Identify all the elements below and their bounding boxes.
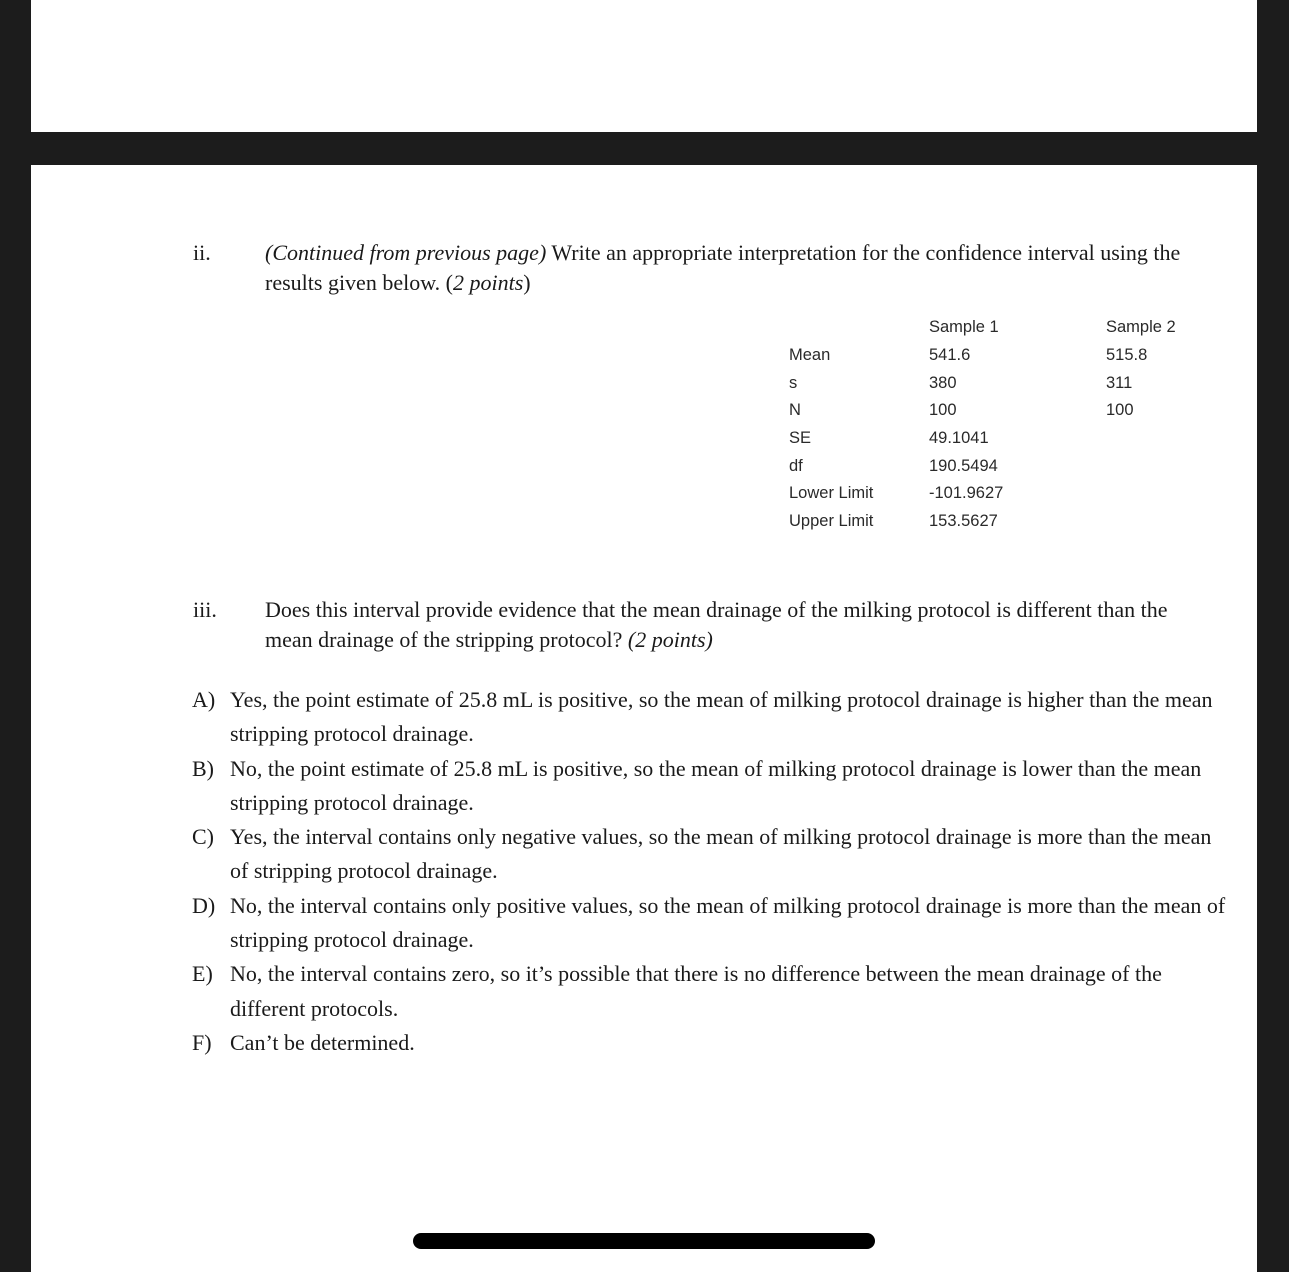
- header-sample-2: Sample 2: [1106, 318, 1176, 336]
- question-ii-body: Write an appropriate interpretation for the confidence interval using the results given below. (: [265, 240, 1181, 295]
- s-sample-2: 311: [1106, 374, 1133, 392]
- home-indicator-bar[interactable]: [413, 1233, 875, 1249]
- question-ii-text: [265, 238, 1225, 298]
- mean-sample-1: 541.6: [929, 346, 971, 364]
- option-e[interactable]: [192, 957, 1232, 1026]
- option-letter: C): [192, 824, 214, 850]
- option-b[interactable]: [192, 752, 1232, 821]
- row-label-upper-limit: Upper Limit: [789, 512, 874, 530]
- question-iii-body: Does this interval provide evidence that the mean drainage of the milking protocol is different than the mean drainage of the stripping protocol?: [265, 597, 1168, 652]
- option-a[interactable]: [192, 683, 1232, 752]
- option-text: Yes, the interval contains only negative values, so the mean of milking protocol drainage is more than the mean of stripping protocol drainage.: [230, 824, 1212, 884]
- mean-sample-2: 515.8: [1106, 346, 1148, 364]
- question-ii-continued-note: (Continued from previous page): [265, 240, 547, 265]
- previous-page-fragment: [31, 0, 1257, 132]
- answer-options: [192, 683, 1232, 1060]
- row-label-n: N: [789, 401, 801, 419]
- df-value: 190.5494: [929, 457, 998, 475]
- option-text: No, the interval contains zero, so it’s possible that there is no difference between the mean drainage of the different protocols.: [230, 961, 1162, 1021]
- question-ii-number: ii.: [193, 240, 211, 265]
- header-sample-1: Sample 1: [929, 318, 999, 336]
- option-letter: D): [192, 892, 216, 918]
- option-letter: F): [192, 1029, 212, 1055]
- row-label-mean: Mean: [789, 346, 831, 364]
- row-label-df: df: [789, 457, 803, 475]
- question-ii-suffix: ): [523, 270, 531, 295]
- row-label-s: s: [789, 374, 798, 392]
- option-letter: E): [192, 961, 213, 987]
- option-letter: B): [192, 755, 214, 781]
- option-d[interactable]: [192, 889, 1232, 958]
- option-text: No, the interval contains only positive values, so the mean of milking protocol drainage is more than the mean of stripping protocol drainage.: [230, 892, 1226, 953]
- row-label-lower-limit: Lower Limit: [789, 484, 874, 502]
- lower-limit-value: -101.9627: [929, 484, 1004, 502]
- question-iii-points: (2 points): [627, 627, 713, 652]
- option-text: Yes, the point estimate of 25.8 mL is positive, so the mean of milking protocol drainage is higher than the mean stripping protocol drainage.: [230, 687, 1213, 747]
- upper-limit-value: 153.5627: [929, 512, 998, 530]
- question-iii-text: [265, 595, 1205, 655]
- n-sample-1: 100: [929, 401, 957, 419]
- s-sample-1: 380: [929, 374, 957, 392]
- row-label-se: SE: [789, 429, 812, 447]
- n-sample-2: 100: [1106, 401, 1134, 419]
- question-ii-points: 2 points: [452, 270, 524, 295]
- option-letter: A): [192, 687, 216, 712]
- question-iii-number: iii.: [193, 597, 217, 622]
- se-value: 49.1041: [929, 429, 989, 447]
- option-f[interactable]: [192, 1026, 1232, 1060]
- option-c[interactable]: [192, 820, 1232, 889]
- option-text: No, the point estimate of 25.8 mL is positive, so the mean of milking protocol drainage is lower than the mean stripping protocol drainage.: [230, 755, 1202, 815]
- option-text: Can’t be determined.: [230, 1029, 415, 1055]
